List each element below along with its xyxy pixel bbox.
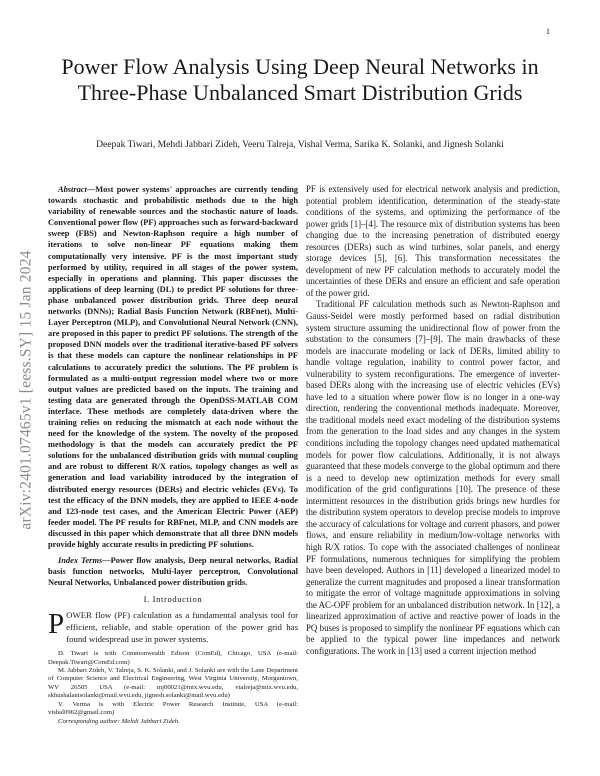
author-list: Deepak Tiwari, Mehdi Jabbari Zideh, Veeru Talreja, Vishal Verma, Sarika K. Solanki, and Jignesh Solanki [96, 139, 504, 150]
index-terms-lead: Index Terms [58, 556, 103, 566]
index-terms-body: —Power flow analysis, Deep neural networks, Radial basis function networks, Multi-layer perceptron, Convolutional Neural Networks, Unbalanced power distribution grids. [48, 556, 298, 588]
footnote: V. Verma is with Electric Power Research Institute, USA (e-mail: vishal0962@gmail.com) [48, 700, 298, 717]
footnotes [48, 650, 298, 726]
abstract-lead: Abstract [58, 185, 87, 194]
footnote: M. Jabbari Zideh, V. Talreja, S. K. Solanki, and J. Solanki are with the Lane Department of Computer Science and Electrical Engineering, West Virginia University, Morgantown, WV 26505 USA (e-mail: mj00021@mix.wvu.edu, vtalreja@mix.wvu.edu, skhushalanisolanki@mail.wvu.edu, jignesh.solanki@mail.wvu.edu) [48, 667, 298, 700]
abstract-body: —Most power systems' approaches are currently tending towards stochastic and probabilistic methods due to the high variability of renewable sources and the stochastic nature of loads. Conventional power flow (PF) approaches such as forward-backward sweep (FBS) and Newton-Raphson require a high number of iterations to solve non-linear PF equations making them computationally very intensive. PF is the most important study performed by utility, required in all stages of the power system, especially in operations and planning. This paper discusses the applications of deep learning (DL) to predict PF solutions for three-phase unbalanced power distribution grids. Three deep neural networks (DNNs); Radial Basis Function Network (RBFnet), Multi-Layer Perceptron (MLP), and Convolutional Neural Network (CNN), are proposed in this paper to predict PF solutions. The strength of the proposed DNN models over the traditional iterative-based PF solvers is that these models can capture the nonlinear relationships in PF calculations to accurately predict the solutions. The PF problem is formulated as a multi-output regression model where two or more output values are predicted based on the inputs. The training and testing data are generated through the OpenDSS-MATLAB COM interface. These methods are completely data-driven where the training relies on reducing the mismatch at each node without the need for the knowledge of the system. The novelty of the proposed methodology is that the models can accurately predict the PF solutions for the unbalanced distribution grids with mutual coupling and are robust to different R/X ratios, topology changes as well as generation and load variability introduced by the integration of distributed energy resources (DERs) and electric vehicles (EVs). To test the efficacy of the DNN models, they are applied to IEEE 4-node and 123-node test cases, and the American Electric Power (AEP) feeder model. The PF results for RBFnet, MLP, and CNN models are discussed in this paper which demonstrate that all three DNN models provide highly accurate results in predicting PF solutions. [48, 185, 298, 549]
intro-paragraph [48, 610, 298, 645]
abstract [48, 184, 298, 550]
corresponding-author: Corresponding author: Mehdi Jabbari Zideh. [58, 717, 180, 725]
paper-title: Power Flow Analysis Using Deep Neural Networks in Three-Phase Unbalanced Smart Distribution Grids [61, 54, 539, 105]
page-number: 1 [546, 27, 550, 36]
section-heading: I. Introduction [143, 594, 203, 605]
drop-cap: P [48, 608, 65, 641]
intro-text: OWER flow (PF) calculation as a fundamental analysis tool for efficient, reliable, and stable operation of the power grid has found widespread use in power systems. [66, 610, 298, 644]
body-paragraph: PF is extensively used for electrical network analysis and prediction, potential problem identification, determination of the steady-state conditions of the systems, and optimizing the performance of the power grids [1]–[4]. The resource mix of distribution systems has been changing due to the increasing penetration of distributed energy resources (DERs) such as wind turbines, solar panels, and energy storage devices [5], [6]. This transformation necessitates the development of new PF calculation methods to accurately model the uncertainties of these DERs and ensure an efficient and safe operation of the power grid. [306, 184, 560, 298]
arxiv-stamp-text: arXiv:2401.07465v1 [eess.SY] 15 Jan 2024 [18, 250, 36, 530]
footnote: D. Tiwari is with Commonwealth Edison (ComEd), Chicago, USA (e-mail: Deepak.Tiwari@ComEd.com) [48, 650, 298, 666]
body-paragraph: Traditional PF calculation methods such as Newton-Raphson and Gauss-Seidel were mostly performed based on radial distribution system structure assuming the unidirectional flow of power from the substation to the consumers [7]–[9]. The main drawbacks of these models are inaccurate modeling or lack of DERs, limited ability to handle voltage regulation, inability to control power factor, and vulnerability to system reconfigurations. The emergence of inverter-based DERs along with the increasing use of electric vehicles (EVs) have led to a situation where power flow is no longer in a one-way direction, rendering the conventional methods inadequate. Moreover, the traditional models need exact modeling of the distribution systems from the generation to the load sides and any changes in the system conditions including the topology changes need updated mathematical models for power flow calculations. Additionally, it is not always guaranteed that these models converge to the global optimum and there is a need to develop new optimization methods for every small modification of the grid configurations [10]. The presence of these intermittent resources in the distribution grids brings new hurdles for the distribution system operators to develop precise models to improve the accuracy of calculations for voltage and current phasors, and power flows, and ensure reliability in medium/low-voltage networks with high R/X ratios. To cope with the associated challenges of nonlinear PF formulations, numerous techniques for simplifying the problem have been developed. Authors in [11] developed a linearized model to generalize the current magnitudes and proposed a linear transformation to mitigate the error of voltage magnitude approximations in solving the AC-OPF problem for an unbalanced distribution network. In [12], a linearized approximation of active and reactive power of loads in the PQ buses is proposed to simplify the nonlinear PF equations which can be applied to the typical power line impedances and network configurations. The work in [13] used a current injection method [306, 299, 560, 656]
right-column [306, 184, 560, 657]
arxiv-stamp [14, 205, 40, 575]
left-column [48, 184, 298, 726]
index-terms [48, 555, 298, 588]
